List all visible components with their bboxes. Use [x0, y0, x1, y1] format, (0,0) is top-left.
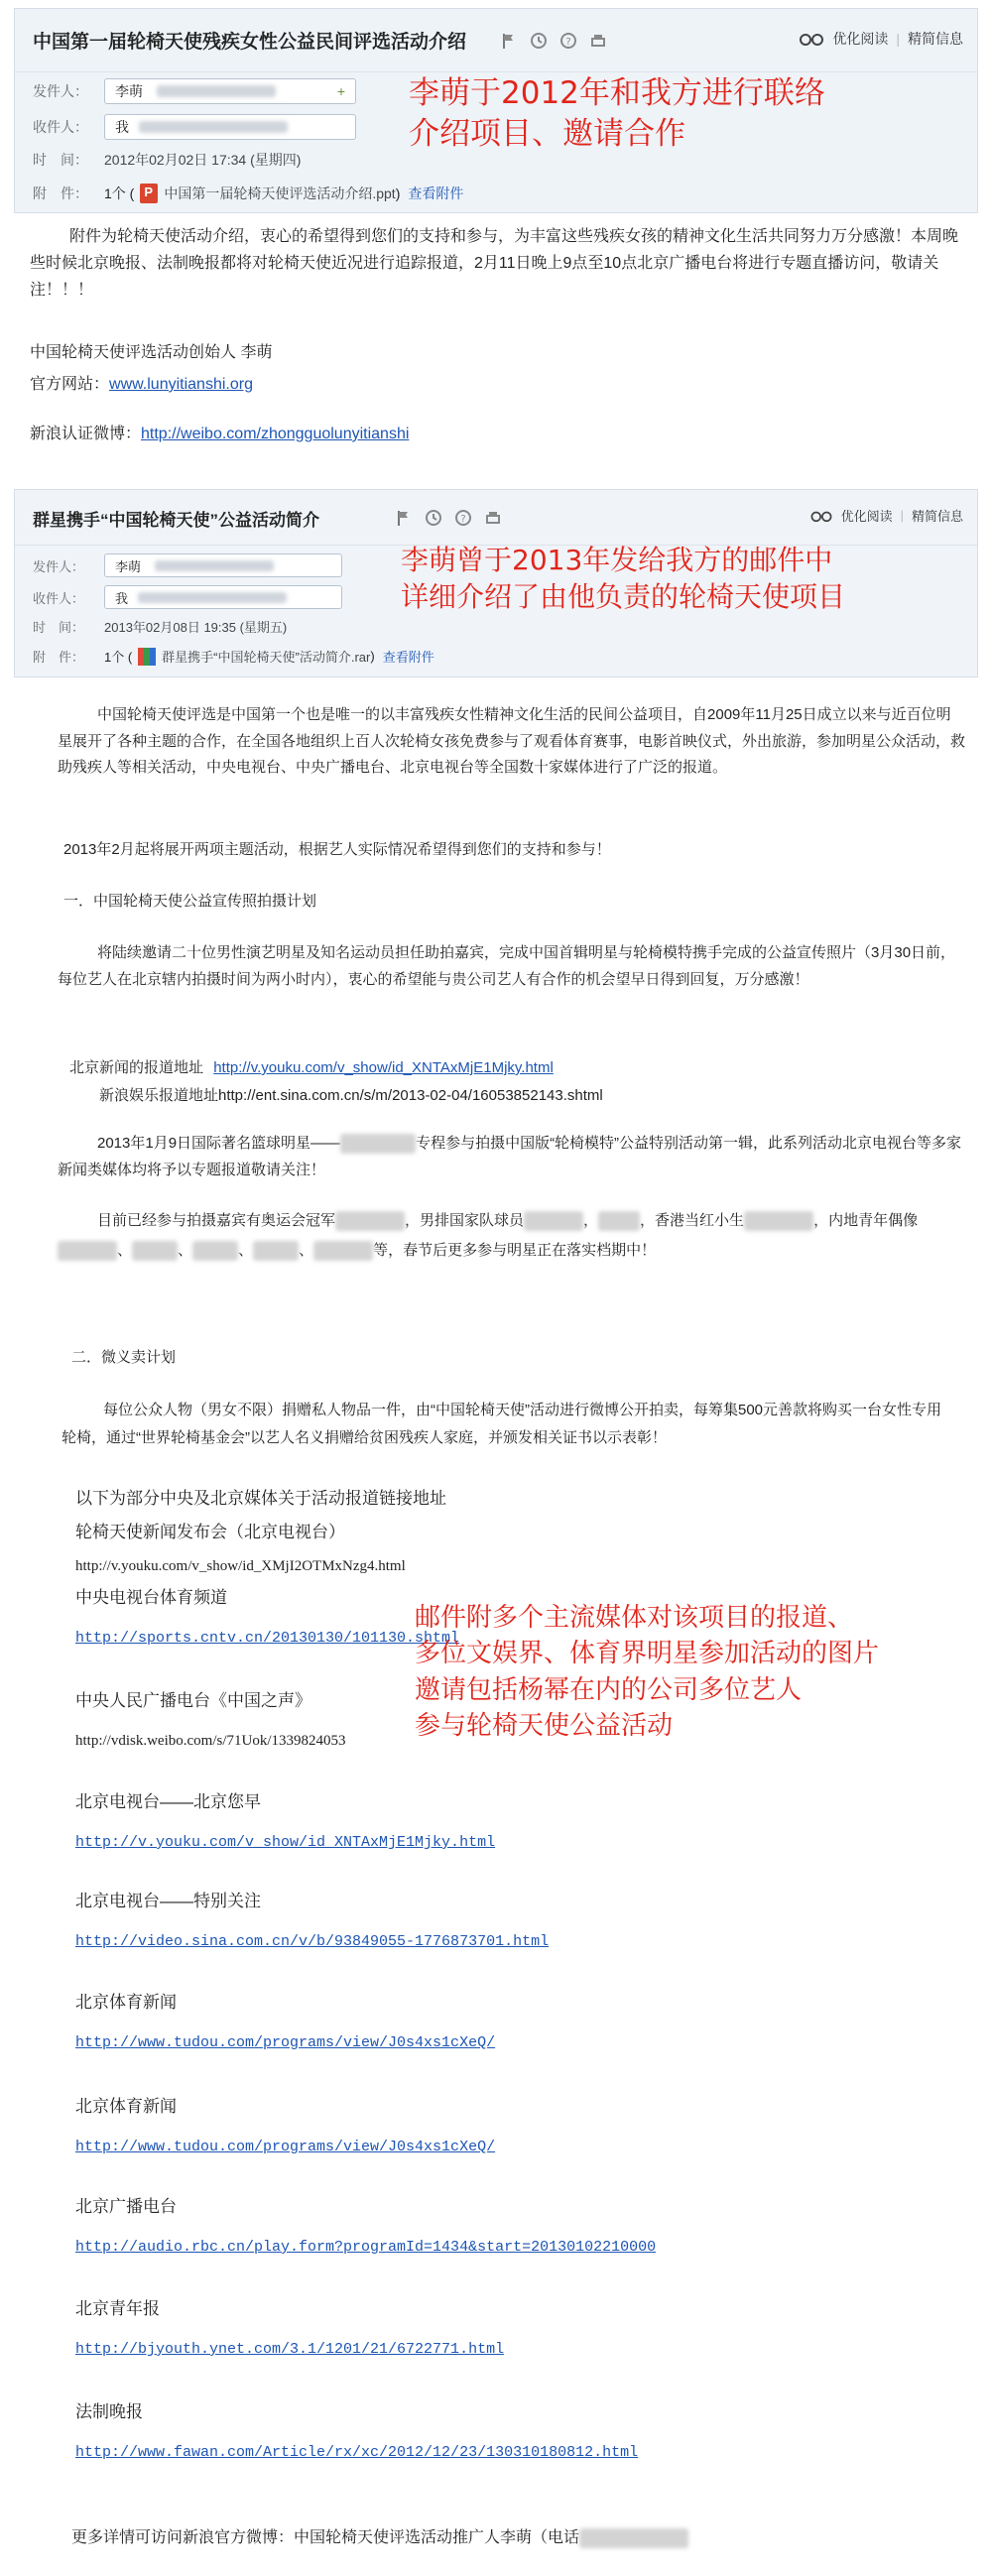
from-name: 李萌	[115, 83, 143, 99]
annotation-line: 多位文娱界、体育界明星参加活动的图片	[415, 1639, 880, 1669]
email1-time-row	[33, 150, 301, 170]
media-outlet-name: 北京广播电台	[75, 2197, 177, 2216]
annotation-line: 李萌曾于2013年发给我方的邮件中	[401, 544, 833, 576]
clock-icon[interactable]	[529, 31, 549, 51]
body2-plan-intro: 2013年2月起将展开两项主题活动，根据艺人实际情况希望得到您们的支持和参与！	[63, 841, 611, 858]
email1-attach-row	[33, 184, 463, 203]
to-label: 收件人：	[33, 119, 88, 135]
question-icon[interactable]	[558, 31, 578, 51]
glasses-icon	[809, 509, 833, 523]
redacted-name	[192, 1241, 238, 1261]
sina-ent-row: 新浪娱乐报道地址http://ent.sina.com.cn/s/m/2013-02-04/16053852143.shtml	[99, 1087, 603, 1104]
email1-view-options	[799, 29, 963, 49]
annotation-line: 介绍项目、邀请合作	[409, 115, 685, 152]
media-footer-text: 更多详情可访问新浪官方微博：中国轮椅天使评选活动推广人李萌（电话	[71, 2529, 580, 2546]
guests-text-e: 等，春节后更多参与明星正在落实档期中！	[373, 1242, 657, 1259]
add-contact-icon[interactable]: +	[336, 83, 345, 99]
divider: |	[896, 31, 900, 47]
media-outlet-name: 北京体育新闻	[75, 2097, 177, 2116]
to-name: 我	[115, 590, 129, 606]
email1-subject: 中国第一届轮椅天使残疾女性公益民间评选活动介绍	[33, 32, 467, 53]
time-value: 2012年02月02日 17:34 (星期四)	[104, 152, 302, 168]
bj-news-label: 北京新闻的报道地址	[69, 1059, 204, 1076]
rar-file-icon	[138, 648, 156, 666]
from-name: 李萌	[115, 558, 142, 574]
time-label: 时 间：	[33, 152, 88, 168]
media-outlet-name: 北京青年报	[75, 2299, 160, 2318]
media-outlet-link[interactable]: http://www.fawan.com/Article/rx/xc/2012/12/23/130310180812.html	[75, 2444, 639, 2461]
time-value: 2013年02月08日 19:35 (星期五)	[104, 620, 288, 635]
weibo-row	[30, 421, 409, 447]
media-outlet-link-row	[75, 2028, 495, 2056]
media-outlet-name: 中央电视台体育频道	[75, 1588, 227, 1607]
media-first-url[interactable]: http://v.youku.com/v_show/id_XMjI2OTMxNzg4.html	[75, 1558, 406, 1574]
official-site-row	[30, 371, 253, 398]
svg-text:?: ?	[460, 514, 466, 525]
view-attachment-link[interactable]: 查看附件	[408, 185, 464, 201]
jan9-text-a: 2013年1月9日国际著名篮球明星——	[97, 1135, 341, 1152]
redacted-name	[253, 1241, 299, 1261]
email2-time-row	[33, 617, 287, 636]
media-outlet-link-row	[75, 2335, 504, 2363]
email2-from-row	[33, 553, 342, 577]
to-name: 我	[115, 119, 129, 135]
redacted-name	[340, 1134, 416, 1154]
email1-title-row	[15, 9, 977, 72]
guests-text-c: ，香港当红小生	[640, 1212, 745, 1229]
weibo-link[interactable]: http://weibo.com/zhongguolunyitianshi	[141, 426, 410, 442]
guests-text-a: 目前已经参与拍摄嘉宾有奥运会冠军	[97, 1212, 336, 1229]
media-outlet-link-row	[75, 1927, 549, 1955]
attach-count: 1个 (	[104, 185, 135, 201]
media-outlet-link-row	[75, 1727, 346, 1755]
media-outlet-name: 法制晚报	[75, 2402, 143, 2421]
media-outlet-name: 中央人民广播电台《中国之声》	[75, 1691, 311, 1710]
jan9-text-b: 专程参与拍摄中国版“轮椅模特”公益特别活动第一辑，此系列活动北京电视台等多家新闻类媒体均将予以专题报道敬请关注！	[58, 1135, 962, 1178]
divider: |	[900, 508, 904, 523]
redacted-name	[335, 1211, 405, 1231]
jan9-paragraph	[58, 1131, 965, 1183]
media-outlet-link-row	[75, 2233, 656, 2261]
media-outlet-link[interactable]: http://www.tudou.com/programs/view/J0s4xs1cXeQ/	[75, 2034, 496, 2051]
flag-icon[interactable]	[499, 31, 519, 51]
bj-news-row	[69, 1055, 554, 1081]
attach-label: 附 件：	[33, 185, 88, 201]
email1-toolbar	[499, 31, 608, 51]
ppt-file-icon	[140, 184, 158, 203]
redacted-email	[139, 121, 288, 133]
attach-count: 1个 (	[104, 650, 133, 665]
media-outlet-link[interactable]: http://www.tudou.com/programs/view/J0s4xs1cXeQ/	[75, 2139, 496, 2155]
question-icon[interactable]	[453, 508, 473, 528]
to-label: 收件人：	[33, 590, 85, 606]
email1-to-row	[33, 114, 356, 140]
time-label: 时 间：	[33, 620, 85, 635]
redacted-name	[598, 1211, 640, 1231]
email2-attach-row	[33, 647, 434, 666]
redacted-name	[744, 1211, 813, 1231]
flag-icon[interactable]	[394, 508, 414, 528]
attach-label: 附 件：	[33, 650, 85, 665]
media-outlet-link-row	[75, 2438, 638, 2466]
attach-filename[interactable]: 中国第一届轮椅天使评选活动介绍.ppt	[164, 185, 396, 201]
attach-filename[interactable]: 群星携手“中国轮椅天使”活动简介.rar	[162, 650, 371, 665]
redacted-name	[524, 1211, 583, 1231]
media-footer	[71, 2524, 688, 2551]
guests-paragraph: 目前已经参与拍摄嘉宾有奥运会冠军 ，男排国家队球员 ， ，香港当红小生 ，内地青年偶像、 、 、 、 等，春节后更多参与明星正在落实档期中！	[58, 1206, 965, 1266]
from-contact-pill[interactable]	[104, 78, 356, 104]
annotation-line: 李萌于2012年和我方进行联络	[409, 75, 825, 111]
section2-heading: 二．微义卖计划	[71, 1349, 177, 1366]
email1-from-row	[33, 78, 356, 104]
media-outlet-name: 北京体育新闻	[75, 1993, 177, 2012]
to-contact-pill[interactable]	[104, 114, 356, 140]
simplified-info-link[interactable]: 精简信息	[908, 31, 963, 47]
media-outlet-link[interactable]: http://audio.rbc.cn/play.form?programId=1434&start=20130102210000	[75, 2239, 657, 2256]
from-contact-pill[interactable]	[104, 553, 342, 577]
simplified-info-link[interactable]: 精简信息	[911, 509, 963, 524]
media-outlet-link[interactable]: http://video.sina.com.cn/v/b/93849055-1776873701.html	[75, 1933, 550, 1950]
attach-close: )	[370, 649, 375, 664]
media-outlet-name: 北京电视台——特别关注	[75, 1892, 261, 1910]
media-outlet-link[interactable]: http://sports.cntv.cn/20130130/101130.shtml	[75, 1630, 460, 1647]
media-outlet-link-row	[75, 1624, 459, 1652]
email2-title-row	[15, 490, 977, 546]
section1-heading: 一．中国轮椅天使公益宣传照拍摄计划	[63, 893, 317, 910]
bj-news-link[interactable]: http://v.youku.com/v_show/id_XNTAxMjE1Mjky.html	[213, 1059, 554, 1076]
annotation-media	[415, 1600, 879, 1745]
svg-text:?: ?	[565, 37, 571, 48]
body2-intro: 中国轮椅天使评选是中国第一个也是唯一的以丰富残疾女性精神文化生活的民间公益项目，自2009年11月25日成立以来与近百位明星展开了各种主题的合作，在全国各地组织上百人次轮椅女孩免费参与了观看体育赛事，电影首映仪式，外出旅游，参加明星公众活动，救助残疾人等相关活动，中央电视台、中央广播电台、北京电视台等全国数十家媒体进行了广泛的报道。	[58, 706, 966, 777]
media-outlet-link[interactable]: http://vdisk.weibo.com/s/71Uok/1339824053	[75, 1733, 346, 1749]
media-outlet-link-row	[75, 2133, 495, 2160]
media-outlet-name: 北京电视台——北京您早	[75, 1792, 261, 1811]
redacted-email	[157, 85, 276, 97]
optimized-view-link[interactable]: 优化阅读	[840, 509, 893, 524]
official-site-label: 官方网站：	[30, 376, 110, 393]
section1-text: 将陆续邀请二十位男性演艺明星及知名运动员担任助拍嘉宾，完成中国首辑明星与轮椅模特携手完成的公益宣传照片（3月30日前，每位艺人在北京辖内拍摄时间为两小时内），衷心的希望能与贵公司艺人有合作的机会望早日得到回复，万分感激！	[58, 944, 956, 988]
annotation-line: 参与轮椅天使公益活动	[415, 1711, 674, 1742]
redacted-email	[155, 560, 274, 571]
annotation-2013	[401, 543, 845, 616]
to-contact-pill[interactable]	[104, 585, 342, 609]
redacted-phone	[579, 2528, 688, 2548]
from-label: 发件人：	[33, 558, 85, 574]
guests-text-b: ，男排国家队球员	[405, 1212, 525, 1229]
annotation-line: 详细介绍了由他负责的轮椅天使项目	[401, 579, 846, 613]
redacted-name	[313, 1241, 373, 1261]
founder-signature: 中国轮椅天使评选活动创始人 李萌	[30, 344, 273, 361]
attach-close: )	[395, 185, 401, 201]
media-first-name: 轮椅天使新闻发布会（北京电视台）	[75, 1523, 345, 1541]
official-site-link[interactable]: www.lunyitianshi.org	[109, 376, 253, 393]
clock-icon[interactable]	[424, 508, 443, 528]
email2-to-row	[33, 585, 342, 609]
media-outlet-link[interactable]: http://v.youku.com/v_show/id_XNTAxMjE1Mjky.html	[75, 1834, 496, 1851]
annotation-2012	[409, 73, 825, 155]
annotation-line: 邮件附多个主流媒体对该项目的报道、	[415, 1603, 854, 1633]
redacted-name	[58, 1241, 117, 1261]
view-attachment-link[interactable]: 查看附件	[382, 650, 434, 665]
annotation-line: 邀请包括杨幂在内的公司多位艺人	[415, 1674, 803, 1705]
guests-text-d: ，内地青年偶像	[813, 1212, 919, 1229]
weibo-label: 新浪认证微博：	[30, 426, 142, 442]
print-icon[interactable]	[588, 31, 608, 51]
from-label: 发件人：	[33, 83, 88, 99]
media-outlet-link-row	[75, 1828, 495, 1856]
email2-view-options	[809, 506, 963, 525]
redacted-email	[138, 592, 287, 603]
section2-text: 每位公众人物（男女不限）捐赠私人物品一件，由“中国轮椅天使”活动进行微博公开拍卖，每筹集500元善款将购买一台女性专用轮椅，通过“世界轮椅基金会”以艺人名义捐赠给贫困残疾人家庭，并颁发相关证书以示表彰！	[62, 1402, 942, 1446]
media-outlet-link[interactable]: http://bjyouth.ynet.com/3.1/1201/21/6722771.html	[75, 2341, 505, 2358]
print-icon[interactable]	[483, 508, 503, 528]
email1-body-paragraph: 附件为轮椅天使活动介绍，衷心的希望得到您们的支持和参与，为丰富这些残疾女孩的精神文化生活共同努力万分感激！本周晚些时候北京晚报、法制晚报都将对轮椅天使近况进行追踪报道，2月11日晚上9点至10点北京广播电台将进行专题直播访问，敬请关注！！！	[30, 228, 959, 300]
email2-toolbar	[394, 508, 503, 528]
email2-subject: 群星携手“中国轮椅天使”公益活动简介	[33, 511, 319, 530]
media-heading: 以下为部分中央及北京媒体关于活动报道链接地址	[75, 1489, 446, 1508]
redacted-name	[132, 1241, 178, 1261]
glasses-icon	[799, 31, 824, 47]
optimized-view-link[interactable]: 优化阅读	[832, 31, 889, 47]
